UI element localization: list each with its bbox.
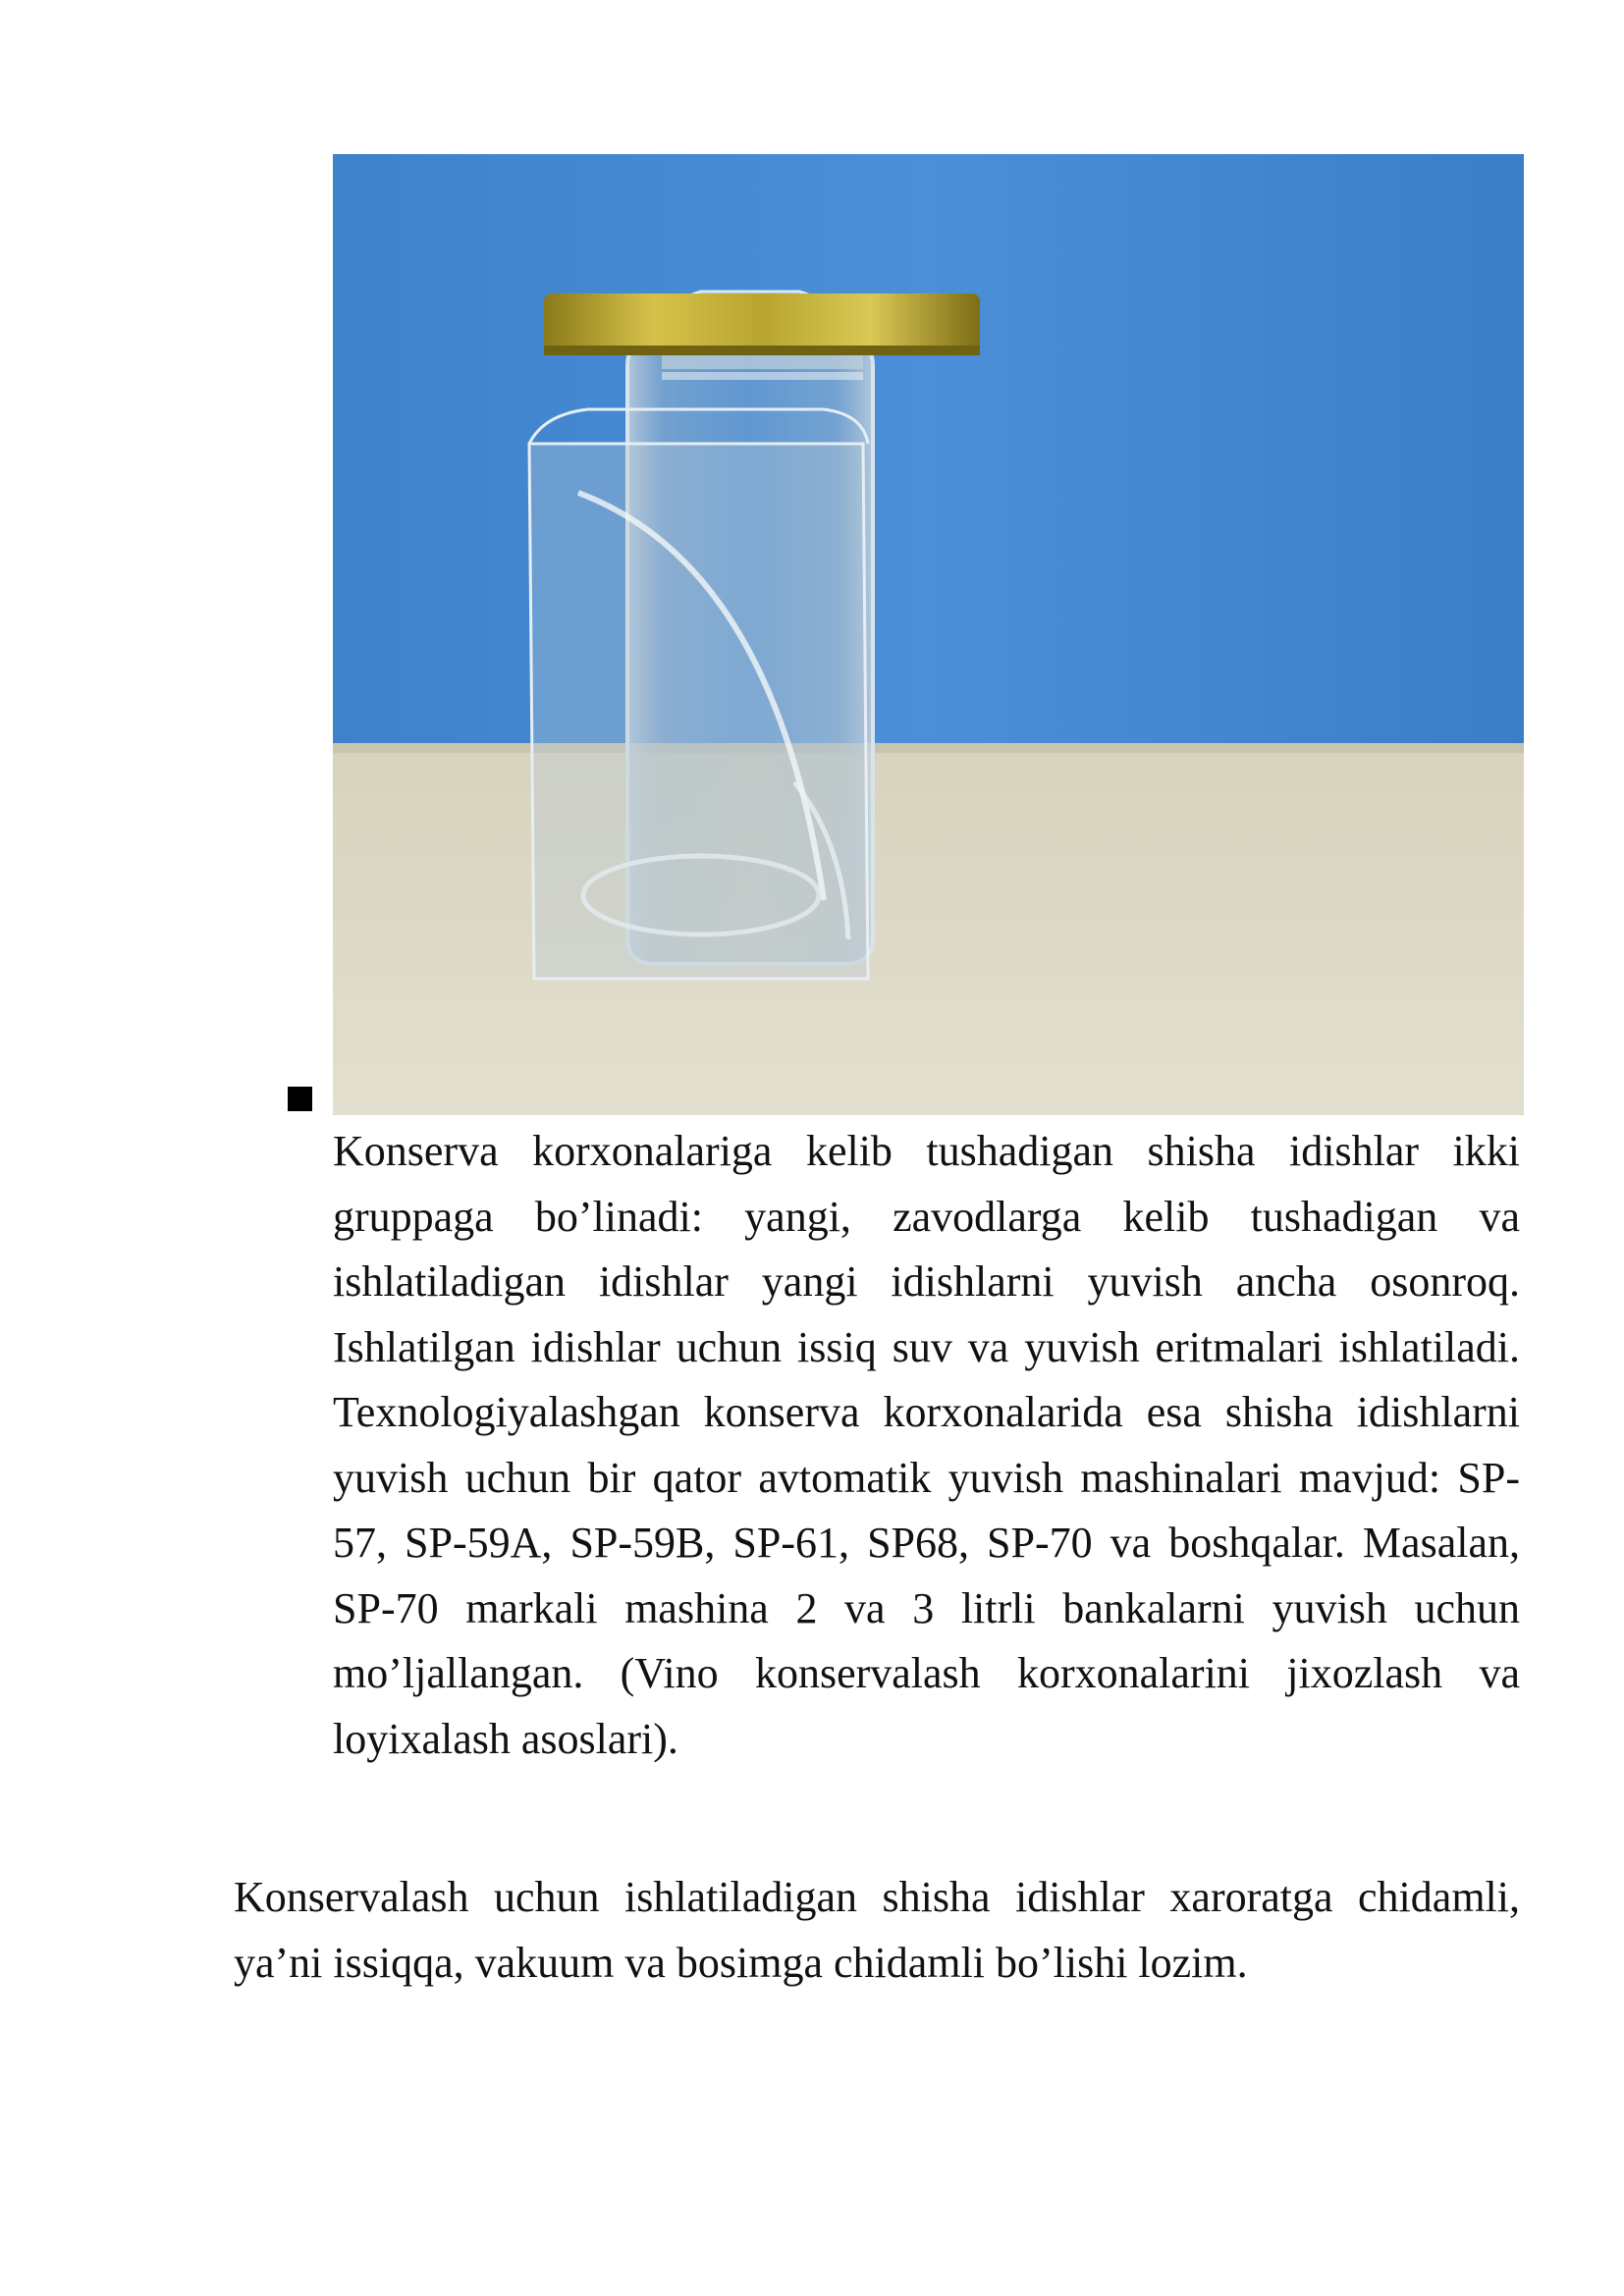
- body-paragraph: Konservalash uchun ishlatiladigan shisha idishlar xaroratga chidamli, ya’ni issiqqa, vakuum va bosimga chidamli bo’lishi lozim.: [234, 1873, 1520, 1987]
- square-bullet: [288, 1087, 312, 1111]
- glass-jar-photo: [333, 154, 1524, 1115]
- list-item-text: Konserva korxonalariga kelib tushadigan shisha idishlar ikki gruppaga bo’linadi: yangi, zavodlarga kelib tushadigan va ishlatiladigan idishlar yangi idishlarni yuvish ancha osonroq. Ishlatilgan idishlar uchun issiq suv va yuvish eritmalari ishlatiladi. Texnologiyalashgan konserva korxonalarida esa shisha idishlarni yuvish uchun bir qator avtomatik yuvish mashinalari mavjud: SP-57, SP-59A, SP-59B, SP-61, SP68, SP-70 va boshqalar. Masalan, SP-70 markali mashina 2 va 3 litrli bankalarni yuvish uchun mo’ljallangan. (Vino konservalash korxonalarini jixozlash va loyixalash asoslari).: [333, 1127, 1520, 1763]
